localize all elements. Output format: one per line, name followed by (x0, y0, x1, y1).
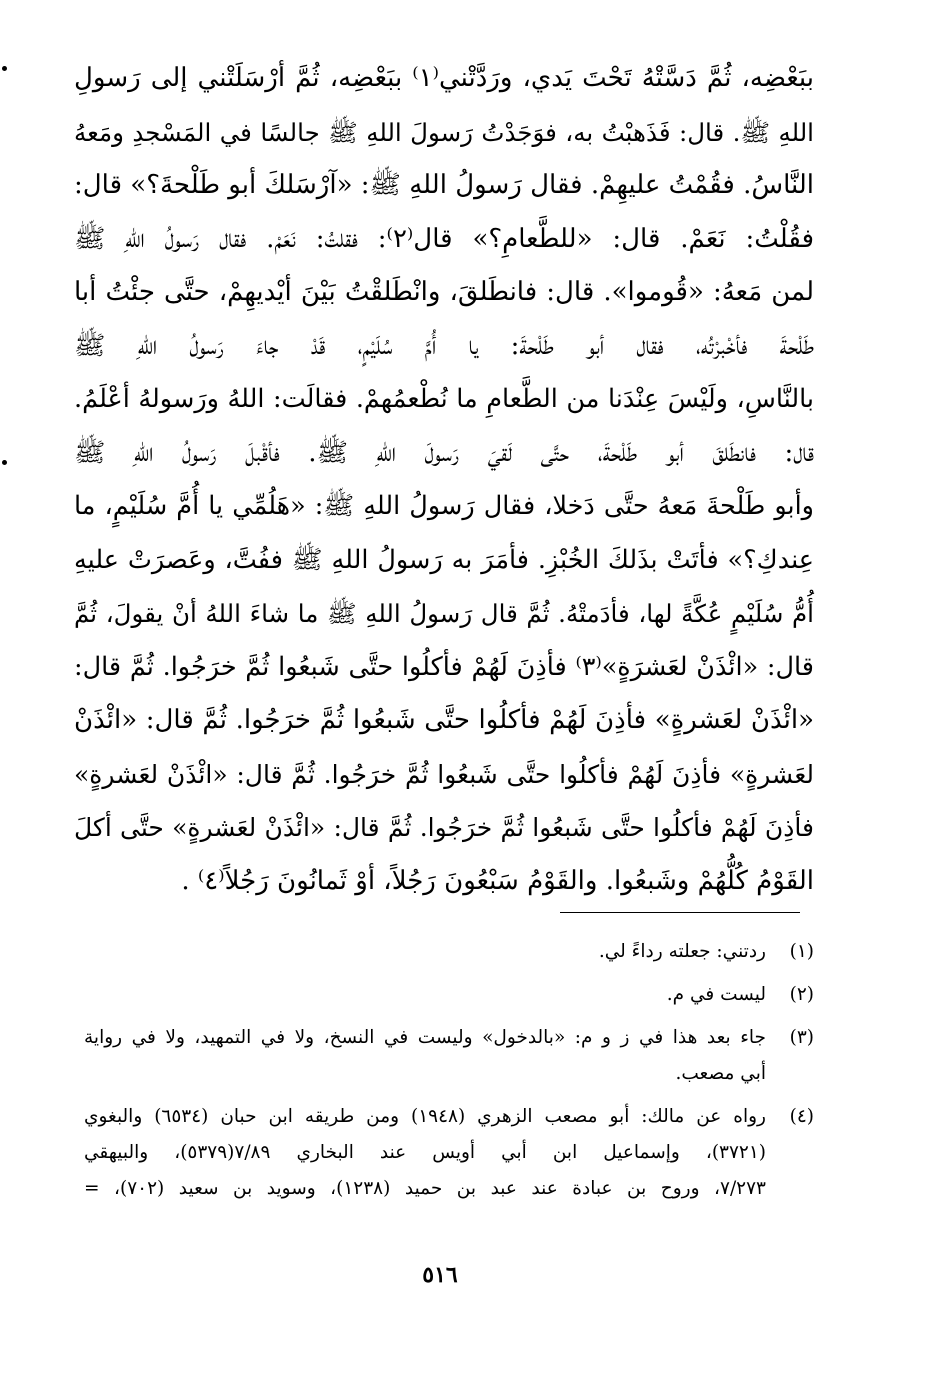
footnote (84, 1099, 814, 1207)
footnote-line: ليست في م. (666, 984, 766, 1005)
main-text-line: لمن مَعهُ: «قُوموا». قال: فانطَلقَ، وانْطَلقْتُ بَيْنَ أيْديهِمْ، حتَّى جئْتُ أبا (74, 277, 814, 307)
main-text-line: قال: «ائْذَنْ لعَشرَةٍ»⁽٣⁾ فأذِنَ لَهُمْ فأكلُوا حتَّى شَبعُوا ثُمَّ خرَجُوا. ثُمَّ قال: (74, 651, 814, 682)
main-text-line: النَّاسُ. فقُمْتُ عليهِمْ. فقال رَسولُ اللهِ ﷺ: «آرْسَلكَ أبو طَلْحةَ؟» قال: (74, 170, 814, 200)
margin-mark-top (2, 66, 7, 71)
footnote (84, 934, 814, 970)
footnote-line: أبي مصعب. (675, 1063, 766, 1084)
footnote-number: (٣) (789, 1027, 814, 1048)
main-text-line: أُمُّ سُلَيْمٍ عُكَّةً لها، فأدَمتْهُ. ثُمَّ قال رَسولُ اللهِ ﷺ ما شاءَ اللهُ أنْ يقولَ، ثُمَّ (74, 599, 814, 628)
footnote-line: ردتني: جعلته رداءً لي. (598, 941, 766, 962)
footnote-number: (٢) (789, 984, 814, 1005)
main-text-line: قال: فانطَلقَ أبو طَلْحةَ، حتَّى لَقيَ رَسولَ اللهِ ﷺ. فأقْبلَ رَسولُ اللهِ ﷺ (74, 437, 814, 468)
main-text-line: بالنَّاسِ، ولَيْسَ عِنْدَنا من الطَّعامِ ما نُطْعمُهمْ. فقالَت: اللهُ ورَسولهُ أعْلَمُ. (74, 384, 814, 414)
footnotes (84, 934, 814, 1214)
main-text-line: القَوْمُ كُلُّهُمْ وشَبعُوا. والقَوْمُ سَبْعُونَ رَجُلاً، أوْ ثَمانُونَ رَجُلاً⁽٤⁾ . (181, 865, 814, 896)
main-text-line: «ائْذَنْ لعَشرةٍ» فأذِنَ لَهُمْ فأكلُوا حتَّى شَبعُوا ثُمَّ خرَجُوا. ثُمَّ قال: «ائْذَنْ (74, 705, 814, 735)
main-text-line: عِندكِ؟» فأتَتْ بذَلكَ الخُبْزِ. فأمَرَ به رَسولُ اللهِ ﷺ ففُتَّ، وعَصرَتْ عليهِ (74, 544, 814, 575)
footnote-line: جاء بعد هذا في ز و م: «بالدخول» وليست في النسخ، ولا في التمهيد، ولا في رواية (84, 1027, 766, 1048)
footnote (84, 977, 814, 1013)
footnote (84, 1020, 814, 1092)
main-text-line: فأذِنَ لَهُمْ فأكلُوا حتَّى شَبعُوا ثُمَّ خرَجُوا. ثُمَّ قال: «ائْذَنْ لعَشرةٍ» حتَّى أكلَ (74, 813, 814, 842)
main-text-line: اللهِ ﷺ. قال: فَذَهبْتُ به، فوَجَدْتُ رَسولَ اللهِ ﷺ جالسًا في المَسْجدِ ومَعهُ (74, 117, 814, 147)
footnote-number: (١) (789, 941, 814, 962)
margin-mark-middle (2, 460, 7, 465)
page-number: ٥١٦ (422, 1262, 458, 1288)
footnote-separator (560, 912, 800, 913)
main-text-line: فقُلْتُ: نَعَمْ. قال: «للطَّعامِ؟» قال⁽٢⁾: فقلتُ: نَعَمْ. فقال رَسولُ اللهِ ﷺ (74, 223, 814, 254)
footnote-line: ٧/٢٧٣، وروح بن عبادة عند عبد بن حميد (١٢٣٨)، وسويد بن سعيد (٧٠٢)، = (84, 1178, 766, 1199)
main-text-line: ببَعْضِه، ثُمَّ دَسَّتْهُ تَحْتَ يَدي، ورَدَّتْني⁽١⁾ ببَعْضِه، ثُمَّ أرْسَلَتْني إلى رَسولِ (74, 63, 814, 93)
footnote-line: رواه عن مالك: أبو مصعب الزهري (١٩٤٨) ومن طريقه ابن حبان (٦٥٣٤) والبغوي (84, 1106, 766, 1127)
footnote-number: (٤) (789, 1106, 814, 1127)
main-text-line: طَلْحةَ فأخْبرْتُه، فقال أبو طَلْحةَ: يا أُمَّ سُلَيْمٍ، قَدْ جاءَ رَسولُ اللهِ ﷺ (74, 330, 814, 361)
main-text-body (74, 52, 814, 908)
main-text-line: وأبو طَلْحةَ مَعهُ حتَّى دَخلا، فقال رَسولُ اللهِ ﷺ: «هَلُمِّي يا أُمَّ سُلَيْمٍ، ما (74, 491, 814, 521)
footnote-line: (٣٧٢١)، وإسماعيل ابن أبي أويس عند البخاري ٧/٨٩(٥٣٧٩)، والبيهقي (84, 1142, 767, 1163)
main-text-line: لعَشرةٍ» فأذِنَ لَهُمْ فأكلُوا حتَّى شَبعُوا ثُمَّ خرَجُوا. ثُمَّ قال: «ائْذَنْ لعَشرةٍ» (74, 759, 814, 789)
